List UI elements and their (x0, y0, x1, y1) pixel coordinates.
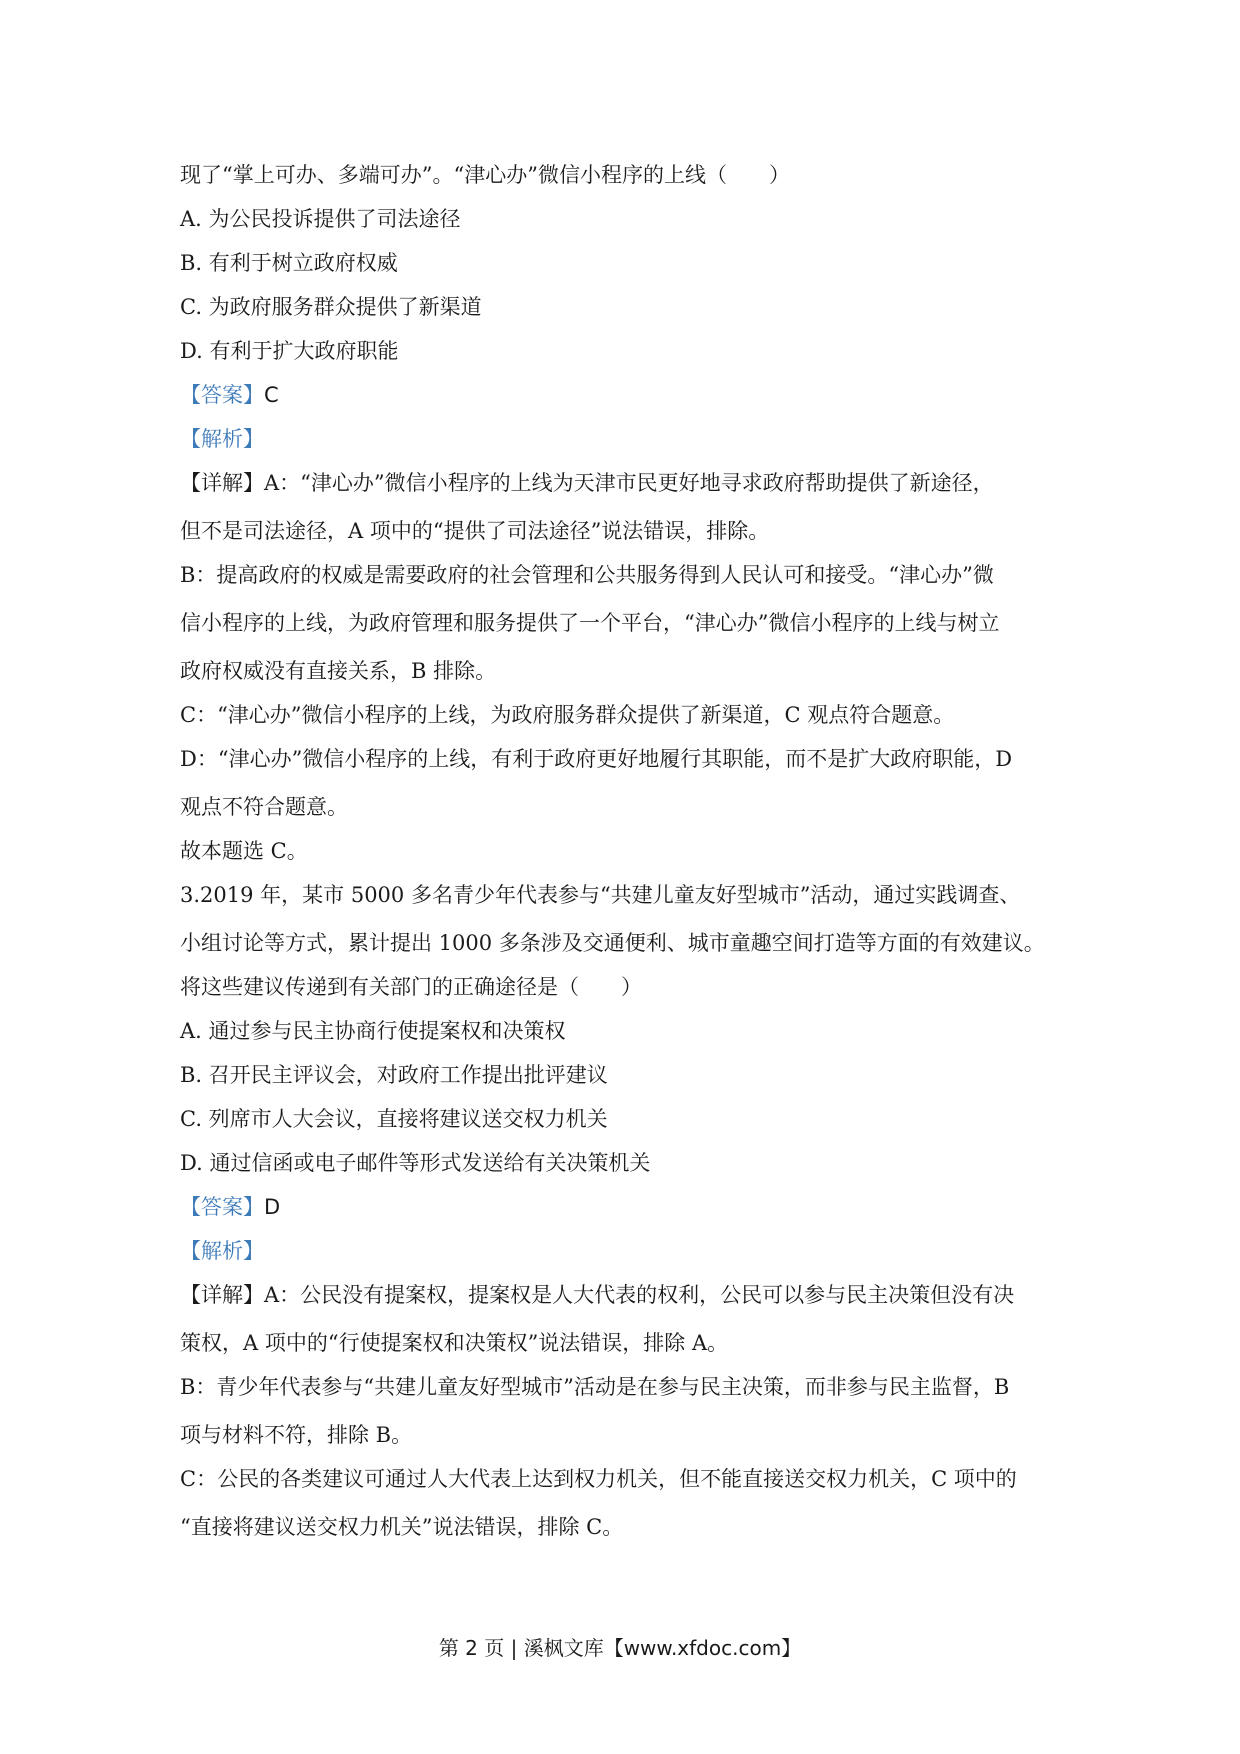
option-c: C. 列席市人大会议，直接将建议送交权力机关 (180, 1107, 608, 1131)
question-number: 3. (180, 883, 201, 907)
question-stem: 小组讨论等方式，累计提出 1000 多条涉及交通便利、城市童趣空间打造等方面的有效建议。 (180, 931, 1045, 955)
option-d: D. 通过信函或电子邮件等形式发送给有关决策机关 (180, 1151, 651, 1175)
detail-line: C：公民的各类建议可通过人大代表上达到权力机关，但不能直接送交权力机关，C 项中的 (180, 1467, 1017, 1491)
answer-value: C (264, 383, 279, 407)
page-footer: 第 2 页 | 溪枫文库【www.xfdoc.com】 (438, 1636, 802, 1660)
option-a: A. 为公民投诉提供了司法途径 (180, 207, 461, 231)
option-d: D. 有利于扩大政府职能 (180, 339, 399, 363)
detail-text: A：“津心办”微信小程序的上线为天津市民更好地寻求政府帮助提供了新途径， (264, 471, 994, 495)
detail-label: 【详解】 (180, 1283, 264, 1307)
answer-line (180, 1192, 1080, 1222)
question-stem (180, 880, 1080, 910)
answer-label: 【答案】 (180, 1195, 264, 1219)
detail-line (180, 1280, 1080, 1310)
question-stem: 将这些建议传递到有关部门的正确途径是（ ） (180, 975, 642, 999)
detail-line: B：提高政府的权威是需要政府的社会管理和公共服务得到人民认可和接受。“津心办”微 (180, 563, 994, 587)
detail-line (180, 468, 1080, 498)
answer-label: 【答案】 (180, 383, 264, 407)
detail-line: 信小程序的上线，为政府管理和服务提供了一个平台，“津心办”微信小程序的上线与树立 (180, 611, 1000, 635)
detail-line: B：青少年代表参与“共建儿童友好型城市”活动是在参与民主决策，而非参与民主监督，B (180, 1375, 1010, 1399)
question-text: 2019 年，某市 5000 多名青少年代表参与“共建儿童友好型城市”活动，通过实践调查、 (200, 883, 1021, 907)
option-b: B. 召开民主评议会，对政府工作提出批评建议 (180, 1063, 608, 1087)
analysis-label: 【解析】 (180, 427, 264, 451)
detail-label: 【详解】 (180, 471, 264, 495)
detail-line: 观点不符合题意。 (180, 795, 348, 819)
option-b: B. 有利于树立政府权威 (180, 251, 398, 275)
option-c: C. 为政府服务群众提供了新渠道 (180, 295, 482, 319)
conclusion-line: 故本题选 C。 (180, 839, 308, 863)
analysis-label: 【解析】 (180, 1239, 264, 1263)
detail-line: 政府权威没有直接关系，B 排除。 (180, 659, 497, 683)
detail-line: 但不是司法途径，A 项中的“提供了司法途径”说法错误，排除。 (180, 519, 770, 543)
detail-text: A：公民没有提案权，提案权是人大代表的权利，公民可以参与民主决策但没有决 (264, 1283, 1015, 1307)
answer-value: D (264, 1195, 281, 1219)
detail-line: C：“津心办”微信小程序的上线，为政府服务群众提供了新渠道，C 观点符合题意。 (180, 703, 955, 727)
detail-line: 项与材料不符，排除 B。 (180, 1423, 413, 1447)
answer-line (180, 380, 1080, 410)
detail-line: D：“津心办”微信小程序的上线，有利于政府更好地履行其职能，而不是扩大政府职能，D (180, 747, 1013, 771)
question-stem: 现了“掌上可办、多端可办”。“津心办”微信小程序的上线（ ） (180, 163, 790, 187)
detail-line: “直接将建议送交权力机关”说法错误，排除 C。 (180, 1515, 624, 1539)
option-a: A. 通过参与民主协商行使提案权和决策权 (180, 1019, 566, 1043)
document-body (180, 160, 1080, 1542)
detail-line: 策权，A 项中的“行使提案权和决策权”说法错误，排除 A。 (180, 1331, 729, 1355)
